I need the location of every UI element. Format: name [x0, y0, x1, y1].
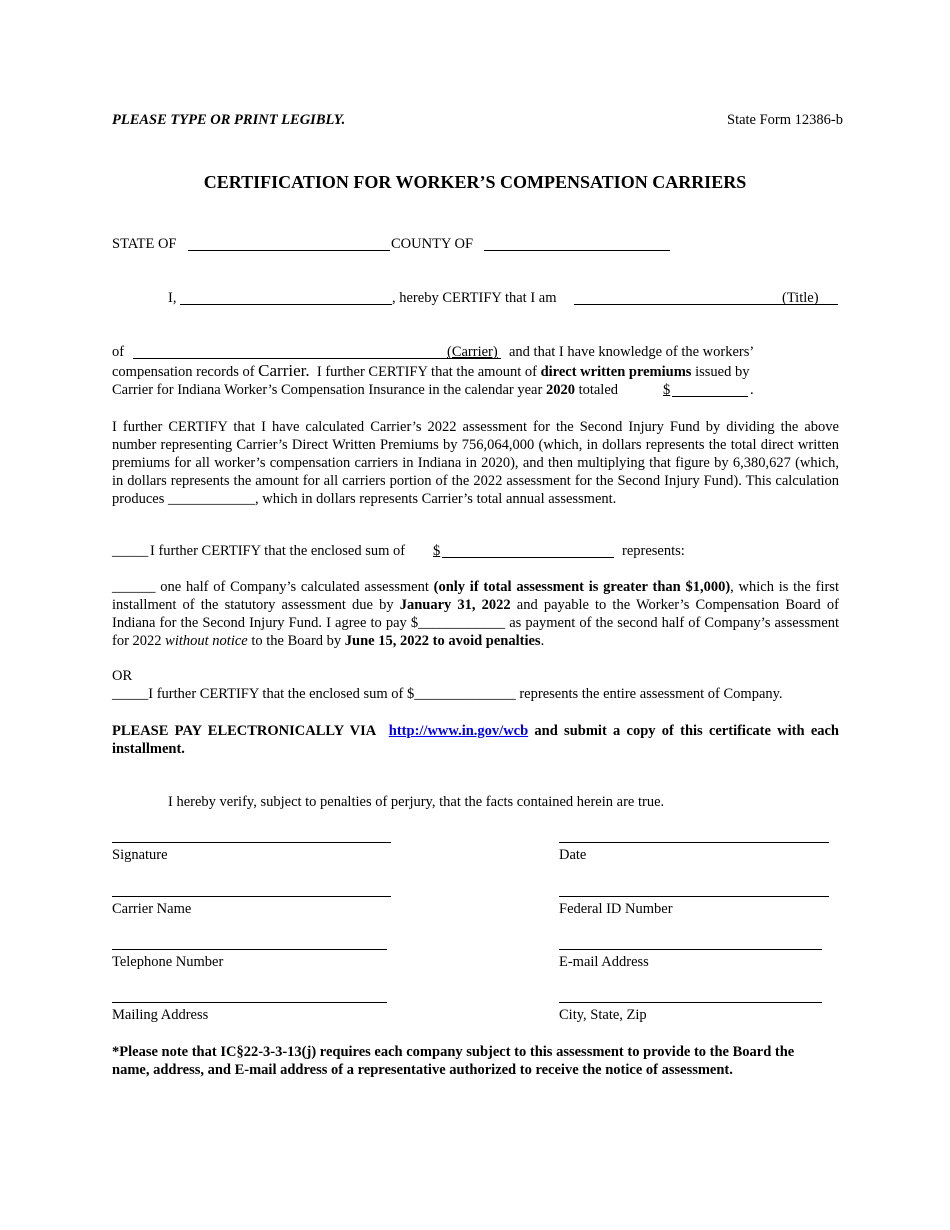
- dollar-sign: $: [663, 382, 671, 398]
- date-label: Date: [559, 847, 587, 863]
- signature-field[interactable]: [112, 842, 391, 843]
- of-label: of: [112, 344, 125, 360]
- half-text-1: one half of Company’s calculated assessment: [155, 579, 434, 595]
- carrier-word: Carrier.: [258, 361, 310, 380]
- calculation-paragraph: I further CERTIFY that I have calculated Carrier’s 2022 assessment for the Second Injury Fund by dividing the above number representing Carrier’s Direct Written Premiums by 756,064,000 (which, in dollars represents the total direct written premiums for all worker’s compensation carriers in Indiana in 2020), and then multiplying that figure by 6,380,627 (which, in dollars represents the amount for all carriers portion of the 2022 assessment for the Second Injury Fund). This calculation produces ____________, which in dollars represents Carrier’s total annual assessment.: [112, 419, 839, 507]
- city-state-zip-field[interactable]: [559, 1002, 822, 1003]
- pay-text-2: and submit a copy of this certificate with each installment.: [112, 723, 840, 757]
- page-title: CERTIFICATION FOR WORKER’S COMPENSATION CARRIERS: [203, 172, 747, 192]
- half-text-3: and payable to the Worker’s Compensation Board of Indiana for the Second Injury Fund. I agree to pay $____________ as payment of the second half of Company’s assessment for 2022: [112, 597, 839, 649]
- federal-id-label: Federal ID Number: [559, 901, 673, 917]
- signature-label: Signature: [112, 847, 168, 863]
- date-field[interactable]: [559, 842, 829, 843]
- federal-id-field[interactable]: [559, 896, 829, 897]
- penalty-date: June 15, 2022 to avoid penalties: [344, 633, 541, 649]
- or-label: OR: [112, 668, 133, 684]
- totaled-text: totaled: [578, 382, 619, 398]
- calendar-line: [112, 382, 618, 399]
- form-number: State Form 12386-b: [727, 112, 843, 128]
- county-label: COUNTY OF: [391, 236, 474, 252]
- without-notice: without notice: [165, 633, 248, 649]
- county-field[interactable]: [484, 250, 670, 251]
- enclosed-text: I further CERTIFY that the enclosed sum of: [150, 543, 406, 559]
- enclosed-dollar: $: [433, 543, 441, 559]
- city-state-zip-label: City, State, Zip: [559, 1007, 647, 1023]
- verify-text: I hereby verify, subject to penalties of perjury, that the facts contained herein are true.: [168, 794, 665, 810]
- wcb-link[interactable]: http://www.in.gov/wcb: [388, 723, 529, 739]
- telephone-field[interactable]: [112, 949, 387, 950]
- half-blank[interactable]: ______: [112, 579, 156, 595]
- pay-text-1: PLEASE PAY ELECTRONICALLY VIA: [112, 723, 377, 739]
- due-date: January 31, 2022: [399, 597, 511, 613]
- enclosed-blank[interactable]: _____: [112, 543, 149, 559]
- pay-paragraph: [112, 722, 839, 758]
- hereby-text: , hereby CERTIFY that I am: [392, 290, 557, 306]
- year-text: 2020: [545, 382, 575, 398]
- further-text: I further CERTIFY that the amount of: [316, 364, 537, 380]
- half-text-5: .: [540, 633, 545, 649]
- footnote: *Please note that IC§22-3-3-13(j) requires each company subject to this assessment to provide to the Board the name, address, and E-mail address of a representative authorized to receive the notice of assessment.: [112, 1044, 795, 1078]
- represents-text: represents:: [622, 543, 685, 559]
- half-text-4: to the Board by: [247, 633, 345, 649]
- entire-assessment-line: _____I further CERTIFY that the enclosed sum of $______________ represents the entire assessment of Company.: [112, 686, 783, 702]
- email-label: E-mail Address: [559, 954, 649, 970]
- half-paragraph: [112, 578, 839, 650]
- period: .: [750, 382, 754, 398]
- mailing-address-field[interactable]: [112, 1002, 387, 1003]
- state-field[interactable]: [188, 250, 390, 251]
- calendar-text: Carrier for Indiana Worker’s Compensation Insurance in the calendar year: [112, 382, 543, 398]
- knowledge-text: and that I have knowledge of the workers’: [509, 344, 755, 360]
- issued-text: issued by: [695, 364, 750, 380]
- premiums-amount-field[interactable]: [672, 396, 748, 397]
- email-field[interactable]: [559, 949, 822, 950]
- records-line: [112, 362, 749, 381]
- dwp-text: direct written premiums: [540, 364, 692, 380]
- name-field[interactable]: [180, 304, 392, 305]
- carrier-field[interactable]: [133, 358, 501, 359]
- carrier-label: (Carrier): [447, 344, 498, 360]
- records-text: compensation records of: [112, 364, 255, 380]
- half-text-2: , which is the first installment of the statutory assessment due by: [112, 579, 839, 613]
- title-label: (Title): [782, 290, 819, 306]
- instruction-text: PLEASE TYPE OR PRINT LEGIBLY.: [112, 112, 346, 128]
- telephone-label: Telephone Number: [112, 954, 224, 970]
- state-label: STATE OF: [112, 236, 177, 252]
- mailing-address-label: Mailing Address: [112, 1007, 209, 1023]
- carrier-name-field[interactable]: [112, 896, 391, 897]
- enclosed-amount-field[interactable]: [442, 557, 614, 558]
- carrier-name-label: Carrier Name: [112, 901, 192, 917]
- half-bold-1: (only if total assessment is greater than $1,000): [433, 579, 731, 595]
- i-label: I,: [168, 290, 177, 306]
